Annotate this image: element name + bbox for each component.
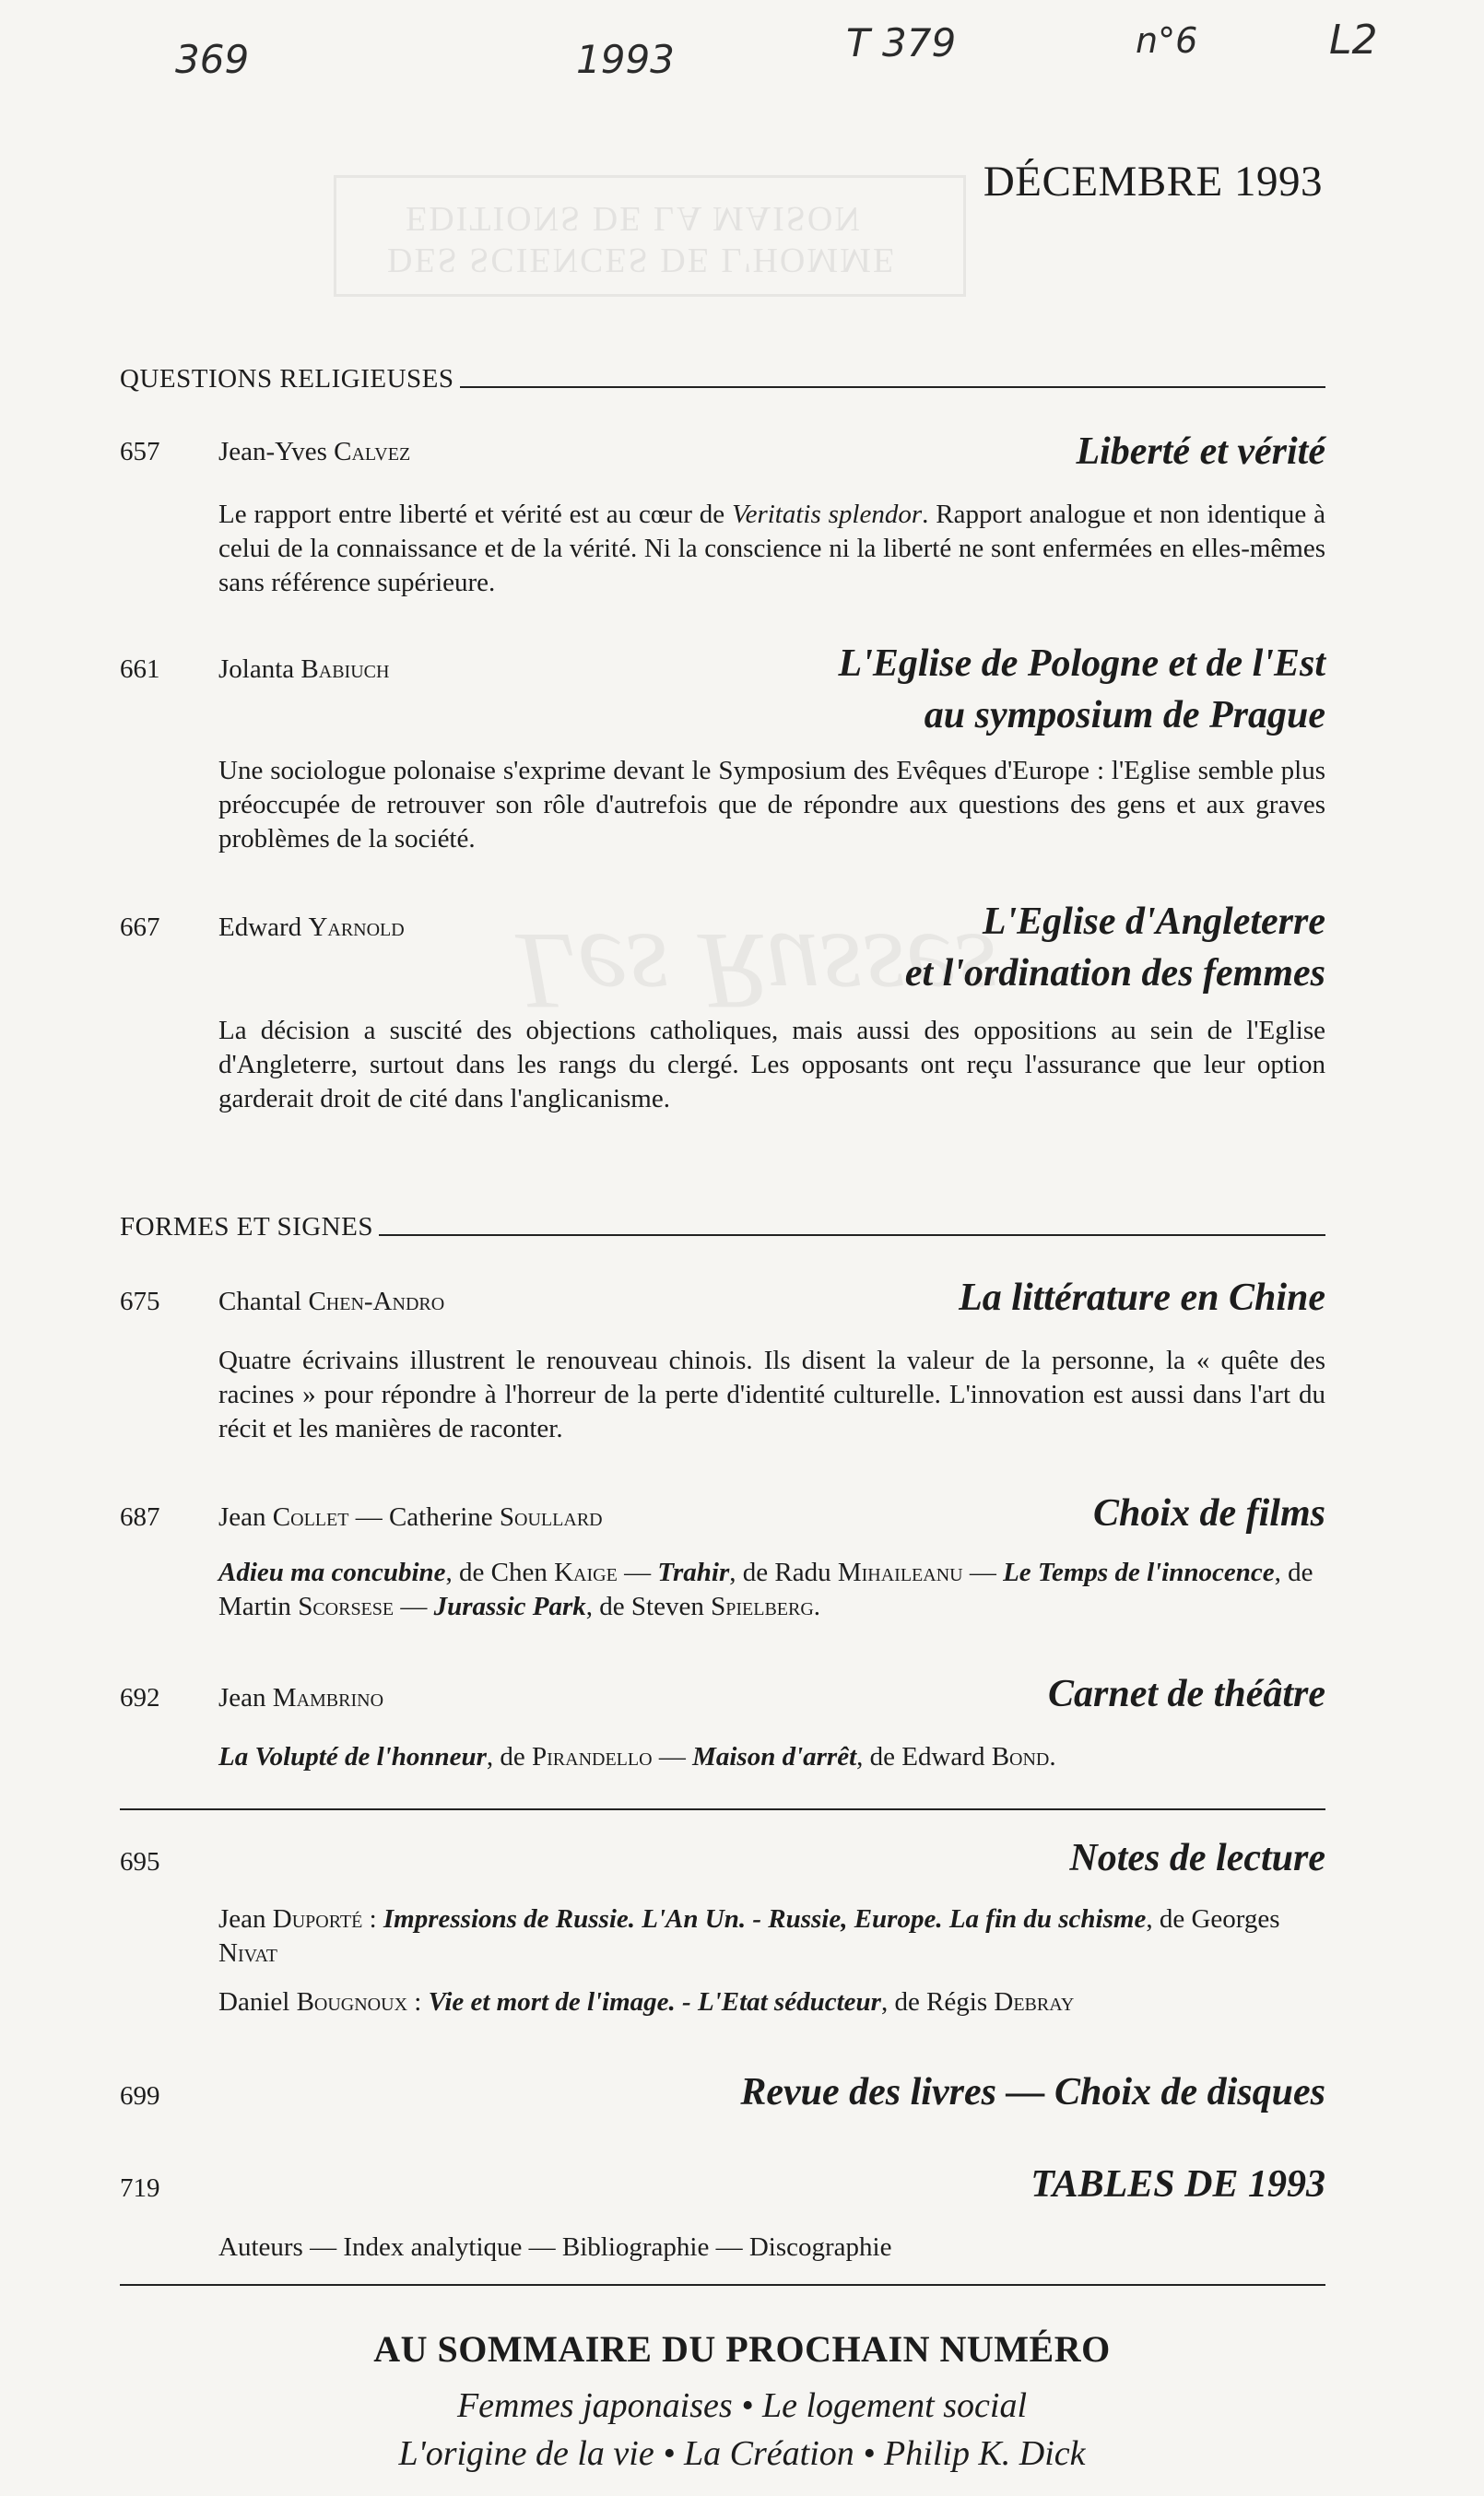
bleed-through-text: Les Russes [516, 911, 999, 1033]
article-summary: Quatre écrivains illustrent le renouveau chinois. Ils disent la valeur de la personne, la « quête des racines » pour répondre à l'horreur de la perte d'identité culturelle. L'innovation est aussi dans l'art du récit et les manières de raconter. [218, 1346, 1325, 1443]
film-list: Adieu ma concubine, de Chen Kaige — Trahir, de Radu Mihaileanu — Le Temps de l'innocence, de Martin Scorsese — Jurassic Park, de Steven Spielberg. [218, 1558, 1313, 1621]
film-director: Scorsese [298, 1592, 395, 1621]
divider [120, 2284, 1325, 2286]
bleed-through-text: DES SCIENCES DE L'HOMME [387, 241, 897, 279]
film-director: Kaige [554, 1558, 618, 1587]
page-number: 687 [120, 1502, 160, 1532]
article-title[interactable]: Liberté et vérité [1076, 430, 1325, 473]
page-number: 661 [120, 654, 160, 684]
article-title[interactable]: TABLES DE 1993 [1031, 2163, 1325, 2206]
next-issue-heading: AU SOMMAIRE DU PROCHAIN NUMÉRO [373, 2328, 1111, 2370]
notes-entry: Jean Duporté : Impressions de Russie. L'An Un. - Russie, Europe. La fin du schisme, de Georges Nivat [218, 1904, 1280, 1968]
article-author: Jolanta Babiuch [218, 654, 390, 684]
article-author: Jean Collet — Catherine Soullard [218, 1502, 603, 1532]
handwritten-note: 369 [175, 37, 250, 82]
play-title: La Volupté de l'honneur [218, 1742, 487, 1772]
bleed-through-text: EDITIONS DE LA MAISON [406, 199, 862, 238]
article-author: Jean-Yves Calvez [218, 437, 411, 466]
article-author: Jean Mambrino [218, 1683, 384, 1713]
section-header-formes-et-signes [120, 1212, 1325, 1242]
page-number: 667 [120, 912, 160, 942]
tables-contents: Auteurs — Index analytique — Bibliographie — Discographie [218, 2232, 892, 2262]
next-issue-topics: L'origine de la vie • La Création • Philip K. Dick [398, 2434, 1086, 2473]
film-director: Spielberg [711, 1592, 814, 1621]
play-author: Bond [991, 1742, 1050, 1772]
article-summary: La décision a suscité des objections catholiques, mais aussi des oppositions au sein de l'Eglise d'Angleterre, surtout dans les rangs du clergé. Les opposants ont reçu l'assurance que leur option garderait droit de cité dans l'anglicanisme. [218, 1016, 1325, 1113]
handwritten-note: 1993 [576, 37, 675, 82]
bleed-through-frame [334, 175, 966, 297]
divider [120, 1808, 1325, 1810]
film-title: Jurassic Park [433, 1592, 586, 1621]
film-title: Trahir [657, 1558, 730, 1587]
article-title[interactable]: L'Eglise d'Angleterre et l'ordination des femmes [904, 901, 1325, 995]
article-title[interactable]: Choix de films [1092, 1492, 1325, 1535]
page-number: 675 [120, 1287, 160, 1316]
issue-date: DÉCEMBRE 1993 [983, 158, 1323, 206]
article-title[interactable]: Carnet de théâtre [1048, 1673, 1325, 1715]
article-author: Chantal Chen-Andro [218, 1287, 445, 1316]
section-label: FORMES ET SIGNES [120, 1212, 373, 1242]
article-title[interactable]: L'Eglise de Pologne et de l'Est au symposium de Prague [838, 642, 1325, 736]
section-rule [460, 386, 1325, 388]
article-summary: Le rapport entre liberté et vérité est au cœur de Veritatis splendor. Rapport analogue et non identique à celui de la connaissance et de la vérité. Ni la conscience ni la liberté ne sont enfermées en elles-mêmes sans référence supérieure. [218, 500, 1326, 597]
play-list: La Volupté de l'honneur, de Pirandello — Maison d'arrêt, de Edward Bond. [218, 1742, 1056, 1772]
handwritten-note: n°6 [1136, 20, 1198, 61]
article-title[interactable]: La littérature en Chine [959, 1277, 1325, 1319]
next-issue-topics: Femmes japonaises • Le logement social [456, 2386, 1028, 2425]
film-director: Mihaileanu [837, 1558, 963, 1587]
handwritten-note: T 379 [846, 20, 957, 65]
article-title[interactable]: Revue des livres — Choix de disques [740, 2071, 1325, 2113]
section-header-questions-religieuses [120, 364, 1325, 394]
article-summary: Une sociologue polonaise s'exprime devant le Symposium des Evêques d'Europe : l'Eglise semble plus préoccupée de retrouver son rôle d'autrefois que de répondre aux questions des gens et aux graves problèmes de la société. [218, 756, 1325, 854]
film-title: Adieu ma concubine [218, 1558, 446, 1587]
notes-entry: Daniel Bougnoux : Vie et mort de l'image. - L'Etat séducteur, de Régis Debray [218, 1987, 1075, 2017]
film-title: Le Temps de l'innocence [1003, 1558, 1275, 1587]
page-number: 695 [120, 1847, 160, 1877]
play-title: Maison d'arrêt [692, 1742, 857, 1772]
handwritten-note: L2 [1329, 17, 1378, 64]
article-title[interactable]: Notes de lecture [1069, 1837, 1325, 1879]
page-number: 719 [120, 2173, 160, 2203]
play-author: Pirandello [532, 1742, 653, 1772]
article-author: Edward Yarnold [218, 912, 405, 942]
page-number: 699 [120, 2081, 160, 2111]
page-number: 657 [120, 437, 160, 466]
page-number: 692 [120, 1683, 160, 1713]
section-label: QUESTIONS RELIGIEUSES [120, 364, 454, 394]
section-rule [379, 1234, 1325, 1236]
